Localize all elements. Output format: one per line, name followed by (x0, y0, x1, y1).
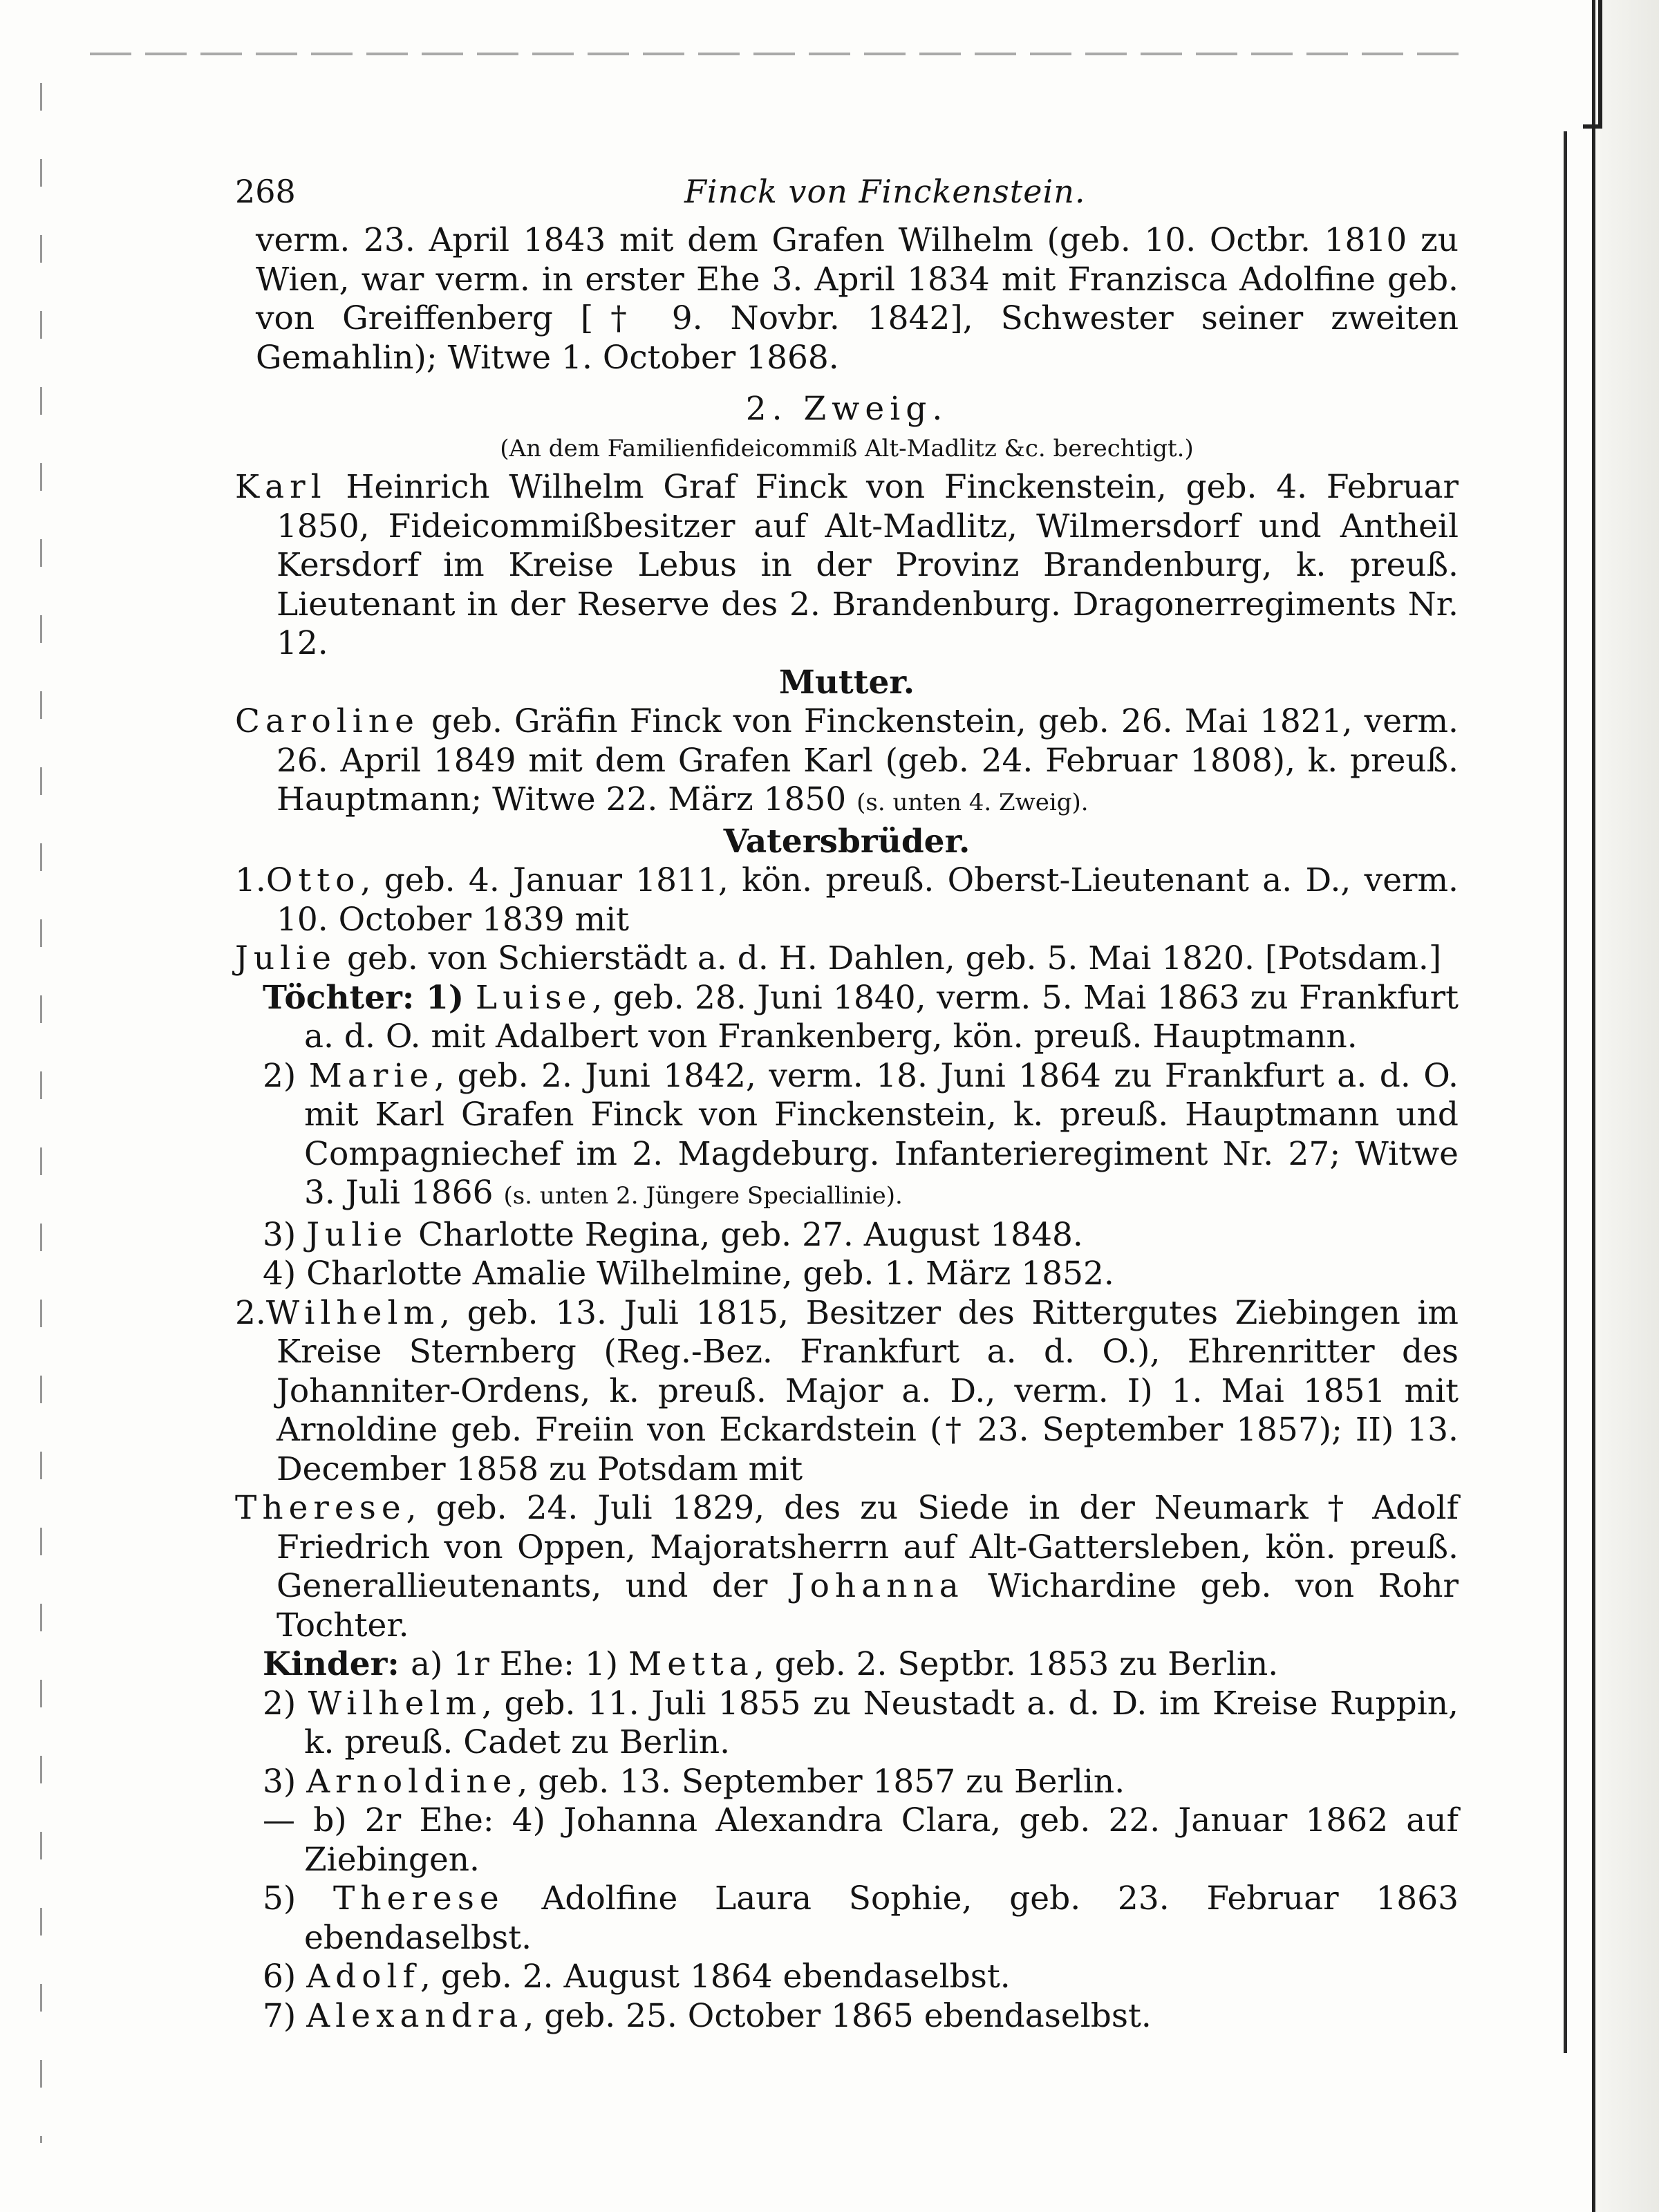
entry-julie: Julie geb. von Schierstädt a. d. H. Dahlen, geb. 5. Mai 1820. [Potsdam.] (235, 939, 1442, 977)
entry-otto: 1.Otto, geb. 4. Januar 1811, kön. preuß. Oberst-Lieutenant a. D., verm. 10. October 1839 mit (235, 861, 1459, 939)
scan-left-margin-marks (40, 83, 42, 2143)
johanna-name: Johanna (791, 1567, 964, 1605)
entry-adolf: 6) Adolf, geb. 2. August 1864 ebendaselbst. (263, 1958, 1011, 1996)
julie2-name: Julie (306, 1215, 409, 1254)
mutter-heading: Mutter. (778, 663, 915, 702)
entry-julie-charlotte: 3) Julie Charlotte Regina, geb. 27. August 1848. (263, 1215, 1083, 1254)
caroline-name: Caroline (235, 702, 420, 740)
adolf-name: Adolf (306, 1958, 420, 1996)
entry-charlotte: 4) Charlotte Amalie Wilhelmine, geb. 1. März 1852. (263, 1255, 1114, 1293)
entry-therese: Therese, geb. 24. Juli 1829, des zu Siede in der Neumark † Adolf Friedrich von Oppen, Majoratsherrn auf Alt-Gattersleben, kön. preuß. Generallieutenants, und der Johanna Wichardine geb. von Rohr Tochter. (235, 1489, 1459, 1644)
entry-alexandra: 7) Alexandra, geb. 25. October 1865 ebendaselbst. (263, 1996, 1152, 2035)
entry-arnoldine: 3) Arnoldine, geb. 13. September 1857 zu Berlin. (263, 1762, 1125, 1801)
wilhelm2-name: Wilhelm (308, 1684, 482, 1723)
vatersbrueder-heading: Vatersbrüder. (723, 822, 971, 861)
karl-name: Karl (235, 468, 327, 506)
running-title: Finck von Finckenstein. (684, 173, 1086, 210)
therese-name: Therese (235, 1489, 406, 1527)
marie-name: Marie (308, 1056, 435, 1095)
page-number: 268 (235, 173, 296, 210)
page-content (235, 221, 1459, 2036)
entry-wilhelm: 2.Wilhelm, geb. 13. Juli 1815, Besitzer des Rittergutes Ziebingen im Kreise Sternberg (Reg.-Bez. Frankfurt a. d. O.), Ehrenritter des Johanniter-Ordens, k. preuß. Major a. D., verm. I) 1. Mai 1851 mit Arnoldine geb. Freiin von Eckardstein († 23. September 1857); II) 13. December 1858 zu Potsdam mit (235, 1293, 1459, 1488)
entry-johanna: — b) 2r Ehe: 4) Johanna Alexandra Clara, geb. 22. Januar 1862 auf Ziebingen. (263, 1801, 1459, 1879)
book-spine-line (1564, 131, 1567, 2053)
entry-wilhelm-jr: 2) Wilhelm, geb. 11. Juli 1855 zu Neustadt a. d. D. im Kreise Ruppin, k. preuß. Cadet zu Berlin. (263, 1684, 1459, 1761)
entry-therese-jr: 5) Therese Adolfine Laura Sophie, geb. 23. Februar 1863 ebendaselbst. (263, 1880, 1459, 1957)
wilhelm-name: Wilhelm (265, 1293, 440, 1332)
entry-karl: Karl Heinrich Wilhelm Graf Finck von Finckenstein, geb. 4. Februar 1850, Fideicommißbesitzer auf Alt-Madlitz, Wilmersdorf und Antheil Kersdorf im Kreise Lebus in der Provinz Brandenburg, k. preuß. Lieutenant in der Reserve des 2. Brandenburg. Dragonerregiments Nr. 12. (235, 468, 1459, 662)
luise-name: Luise (475, 978, 592, 1017)
page-corner-bracket (1583, 0, 1602, 129)
branch-note: (An dem Familienfideicommiß Alt-Madlitz &c. berechtigt.) (500, 434, 1194, 462)
running-head (235, 166, 1459, 221)
metta-name: Metta (628, 1645, 754, 1683)
therese2-name: Therese (333, 1880, 505, 1918)
scan-top-edge (90, 53, 1472, 55)
entry-marie: 2) Marie, geb. 2. Juni 1842, verm. 18. Juni 1864 zu Frankfurt a. d. O. mit Karl Grafen Finck von Finckenstein, k. preuß. Hauptmann und Compagniechef im 2. Magdeburg. Infanterieregiment Nr. 27; Witwe 3. Juli 1866 (s. unten 2. Jüngere Speciallinie). (263, 1056, 1459, 1212)
branch-heading: 2. Zweig. (745, 390, 948, 428)
julie-name: Julie (235, 939, 337, 977)
arnoldine-name: Arnoldine (306, 1762, 518, 1801)
otto-name: Otto (265, 861, 361, 899)
entry-luise: Töchter: 1) Luise, geb. 28. Juni 1840, verm. 5. Mai 1863 zu Frankfurt a. d. O. mit Adalbert von Frankenberg, kön. preuß. Hauptmann. (263, 978, 1459, 1056)
scan-right-edge (1592, 0, 1659, 2212)
entry-metta: Kinder: a) 1r Ehe: 1) Metta, geb. 2. Septbr. 1853 zu Berlin. (263, 1645, 1279, 1683)
paragraph-continuation: verm. 23. April 1843 mit dem Grafen Wilhelm (geb. 10. Octbr. 1810 zu Wien, war verm. in erster Ehe 3. April 1834 mit Franzisca Adolfine geb. von Greiffenberg [† 9. Novbr. 1842], Schwester seiner zweiten Gemahlin); Witwe 1. October 1868. (256, 221, 1459, 377)
alexandra-name: Alexandra (306, 1996, 524, 2035)
book-page (235, 166, 1459, 2036)
entry-caroline: Caroline geb. Gräfin Finck von Finckenstein, geb. 26. Mai 1821, verm. 26. April 1849 mit dem Grafen Karl (geb. 24. Februar 1808), k. preuß. Hauptmann; Witwe 22. März 1850 (s. unten 4. Zweig). (235, 702, 1459, 818)
